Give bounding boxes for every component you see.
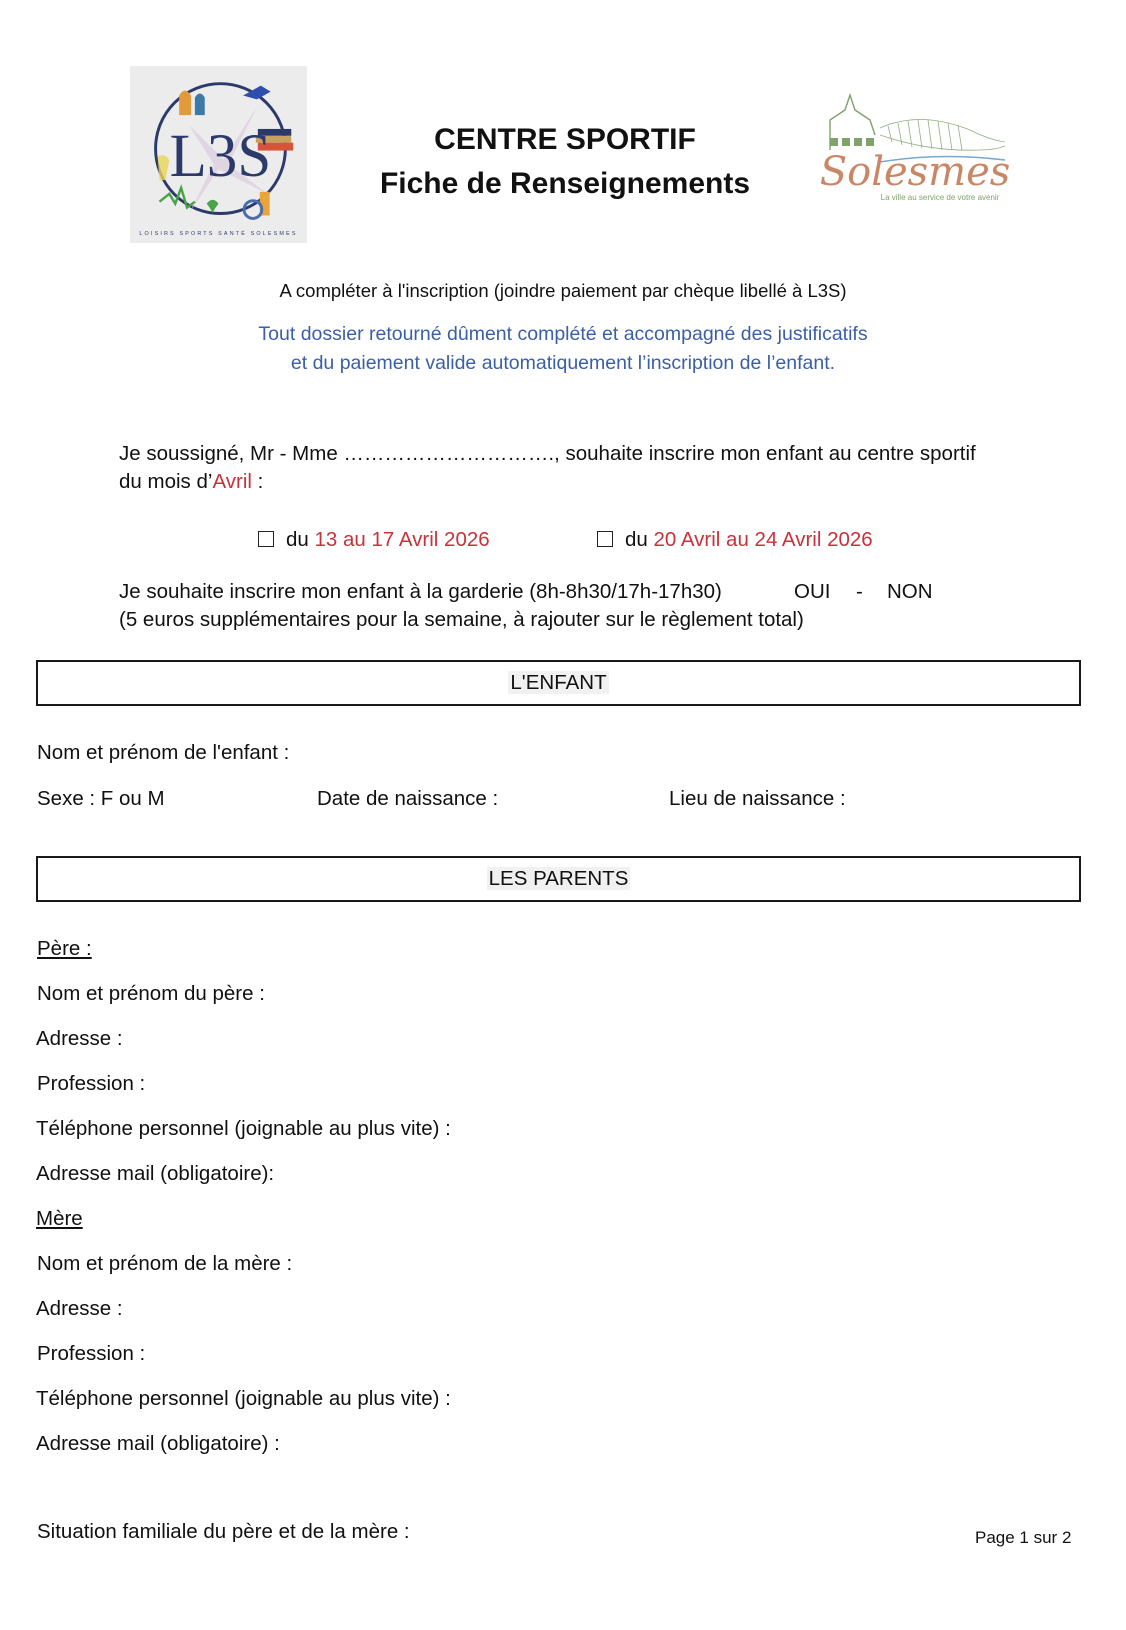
declaration-line-1: Je soussigné, Mr - Mme …………………………., souhaite inscrire mon enfant au centre sportif <box>119 442 976 465</box>
garderie-question: Je souhaite inscrire mon enfant à la garderie (8h-8h30/17h-17h30) <box>119 580 722 603</box>
week-option-2[interactable] <box>597 526 873 554</box>
child-birthdate-label: Date de naissance : <box>317 787 499 810</box>
instruction-text: A compléter à l'inscription (joindre paiement par chèque libellé à L3S) <box>279 280 847 301</box>
father-heading: Père : <box>37 937 92 960</box>
child-name-label: Nom et prénom de l'enfant : <box>37 741 290 764</box>
child-birthplace-label: Lieu de naissance : <box>669 787 846 810</box>
week-1-prefix: du <box>286 528 315 551</box>
garderie-separator: - <box>856 580 863 603</box>
father-phone-label: Téléphone personnel (joignable au plus vite) : <box>36 1117 451 1140</box>
week-2-checkbox[interactable] <box>597 531 613 547</box>
l3s-logo-text: L3S <box>169 123 272 191</box>
declaration-prefix: du mois d’ <box>119 470 213 493</box>
child-sex-label: Sexe : F ou M <box>37 787 165 810</box>
garderie-oui[interactable]: OUI <box>794 580 831 603</box>
father-profession-label: Profession : <box>37 1072 146 1095</box>
mother-email-label: Adresse mail (obligatoire) : <box>36 1432 280 1455</box>
garderie-non[interactable]: NON <box>887 580 933 603</box>
section-enfant-header <box>36 660 1081 706</box>
section-enfant-title: L'ENFANT <box>510 671 607 694</box>
declaration-suffix: : <box>251 470 264 493</box>
section-parents-header <box>36 856 1081 902</box>
l3s-logo-tagline: LOISIRS SPORTS SANTÉ SOLESMES <box>139 231 298 238</box>
solesmes-logo <box>820 90 1010 215</box>
garderie-note: (5 euros supplémentaires pour la semaine, à rajouter sur le règlement total) <box>119 608 804 631</box>
declaration-line-2 <box>119 468 263 496</box>
mother-heading: Mère <box>36 1207 83 1230</box>
declaration-month: Avril <box>212 470 252 493</box>
mother-address-label: Adresse : <box>36 1297 123 1320</box>
page-subtitle: Fiche de Renseignements <box>379 167 751 200</box>
week-1-dates: 13 au 17 Avril 2026 <box>314 528 490 551</box>
week-2-prefix: du <box>625 528 654 551</box>
week-1-checkbox[interactable] <box>258 531 274 547</box>
solesmes-logo-text: Solesmes <box>820 149 1010 195</box>
week-option-1[interactable] <box>258 526 490 554</box>
father-address-label: Adresse : <box>36 1027 123 1050</box>
week-2-dates: 20 Avril au 24 Avril 2026 <box>653 528 873 551</box>
l3s-logo <box>130 66 307 243</box>
father-email-label: Adresse mail (obligatoire): <box>36 1162 275 1185</box>
page-number: Page 1 sur 2 <box>975 1528 1072 1547</box>
page-title: CENTRE SPORTIF <box>434 123 696 156</box>
mother-name-label: Nom et prénom de la mère : <box>37 1252 293 1275</box>
family-situation-label: Situation familiale du père et de la mère : <box>37 1520 410 1543</box>
notice-line-1: Tout dossier retourné dûment complété et accompagné des justificatifs <box>258 323 868 345</box>
section-parents-title: LES PARENTS <box>488 867 629 890</box>
mother-profession-label: Profession : <box>37 1342 146 1365</box>
notice-line-2: et du paiement valide automatiquement l’inscription de l’enfant. <box>290 352 836 374</box>
mother-phone-label: Téléphone personnel (joignable au plus vite) : <box>36 1387 451 1410</box>
father-name-label: Nom et prénom du père : <box>37 982 265 1005</box>
solesmes-logo-tagline: La ville au service de votre avenir <box>880 193 1000 202</box>
